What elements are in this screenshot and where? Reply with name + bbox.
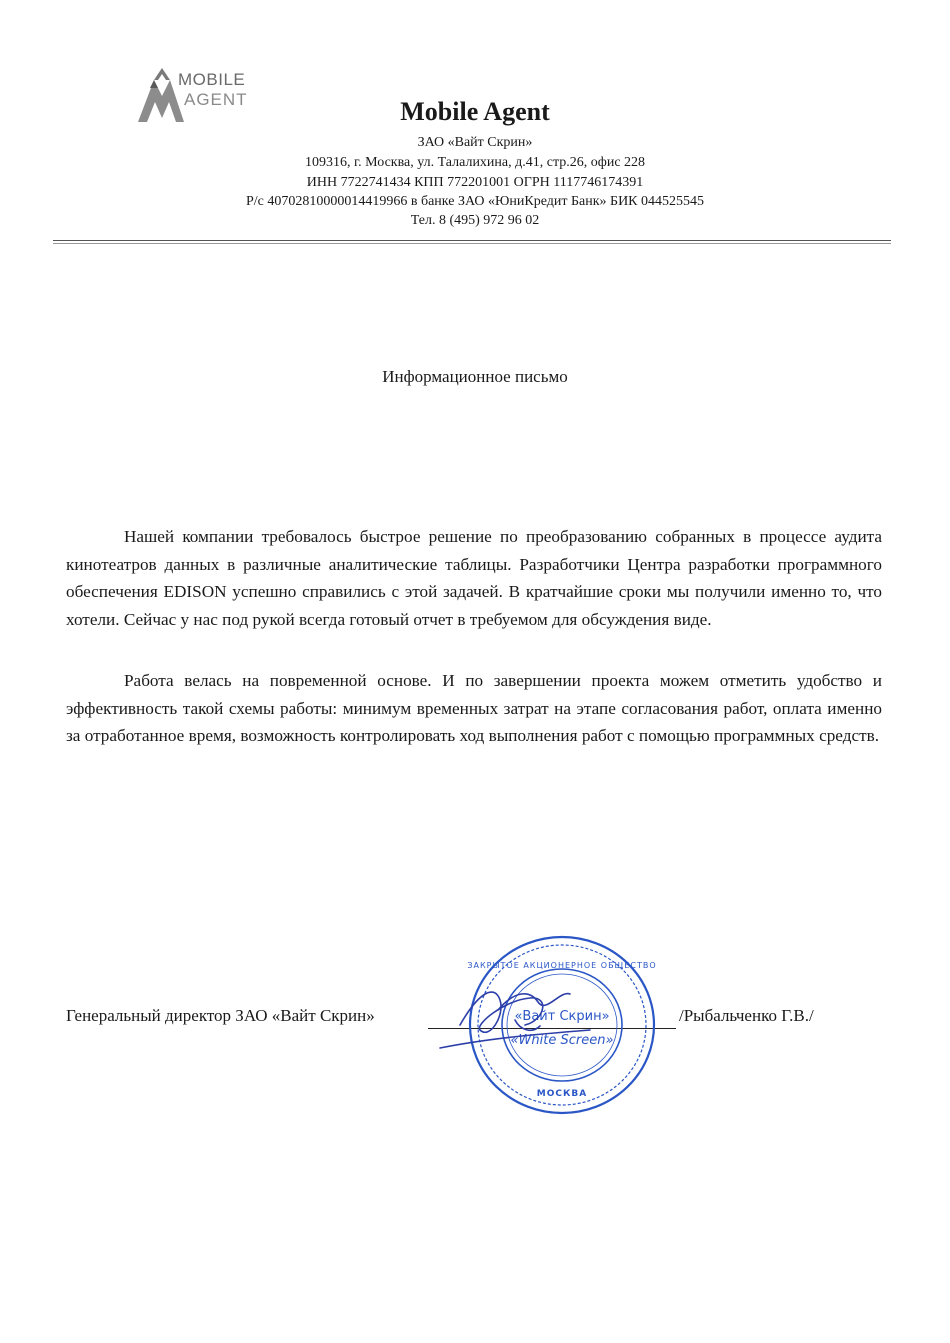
stamp-center-line1: «Вайт Скрин» — [514, 1009, 610, 1024]
logo-text-line2: AGENT — [184, 90, 248, 109]
logo-text-line1: MOBILE — [178, 70, 246, 89]
signatory-position: Генеральный директор ЗАО «Вайт Скрин» — [66, 1006, 375, 1025]
header-divider — [53, 240, 891, 241]
address-line: 109316, г. Москва, ул. Талалихина, д.41, стр.26, офис 228 — [304, 155, 646, 170]
stamp-ring-bottom-text: МОСКВА — [536, 1089, 588, 1099]
bank-details: Р/с 40702810000014419966 в банке ЗАО «ЮниКредит Банк» БИК 044525545 — [245, 194, 705, 209]
company-name: Mobile Agent — [400, 97, 550, 126]
stamp-ring-top-text: ЗАКРЫТОЕ АКЦИОНЕРНОЕ ОБЩЕСТВО — [467, 961, 657, 970]
paragraph-text: Нашей компании требовалось быстрое решение по преобразованию собранных в процессе аудита кинотеатров данных в различные аналитические таблицы. Разработчики Центра разработки программного обеспечения EDISON успешно справились с этой задачей. В кратчайшие сроки мы получили именно то, что хотели. Сейчас у нас под рукой всегда готовый отчет в требуемом для обсуждения виде. — [66, 527, 882, 629]
registration-ids: ИНН 7722741434 КПП 772201001 ОГРН 1117746174391 — [306, 175, 644, 190]
signatory-name: /Рыбальченко Г.В./ — [679, 1006, 814, 1025]
body-paragraph-1 — [66, 523, 882, 633]
header-divider-secondary — [53, 243, 891, 244]
stamp-center-line2: «White Screen» — [510, 1033, 614, 1048]
organization-name: ЗАО «Вайт Скрин» — [417, 135, 533, 150]
document-title: Информационное письмо — [382, 367, 568, 386]
company-stamp — [420, 930, 670, 1120]
phone-line: Тел. 8 (495) 972 96 02 — [410, 213, 540, 228]
paragraph-text: Работа велась на повременной основе. И по завершении проекта можем отметить удобство и эффективность такой схемы работы: минимум временных затрат на этапе согласования работ, оплата именно за отработанное время, возможность контролировать ход выполнения работ с помощью программных средств. — [66, 671, 882, 745]
body-paragraph-2 — [66, 667, 882, 750]
